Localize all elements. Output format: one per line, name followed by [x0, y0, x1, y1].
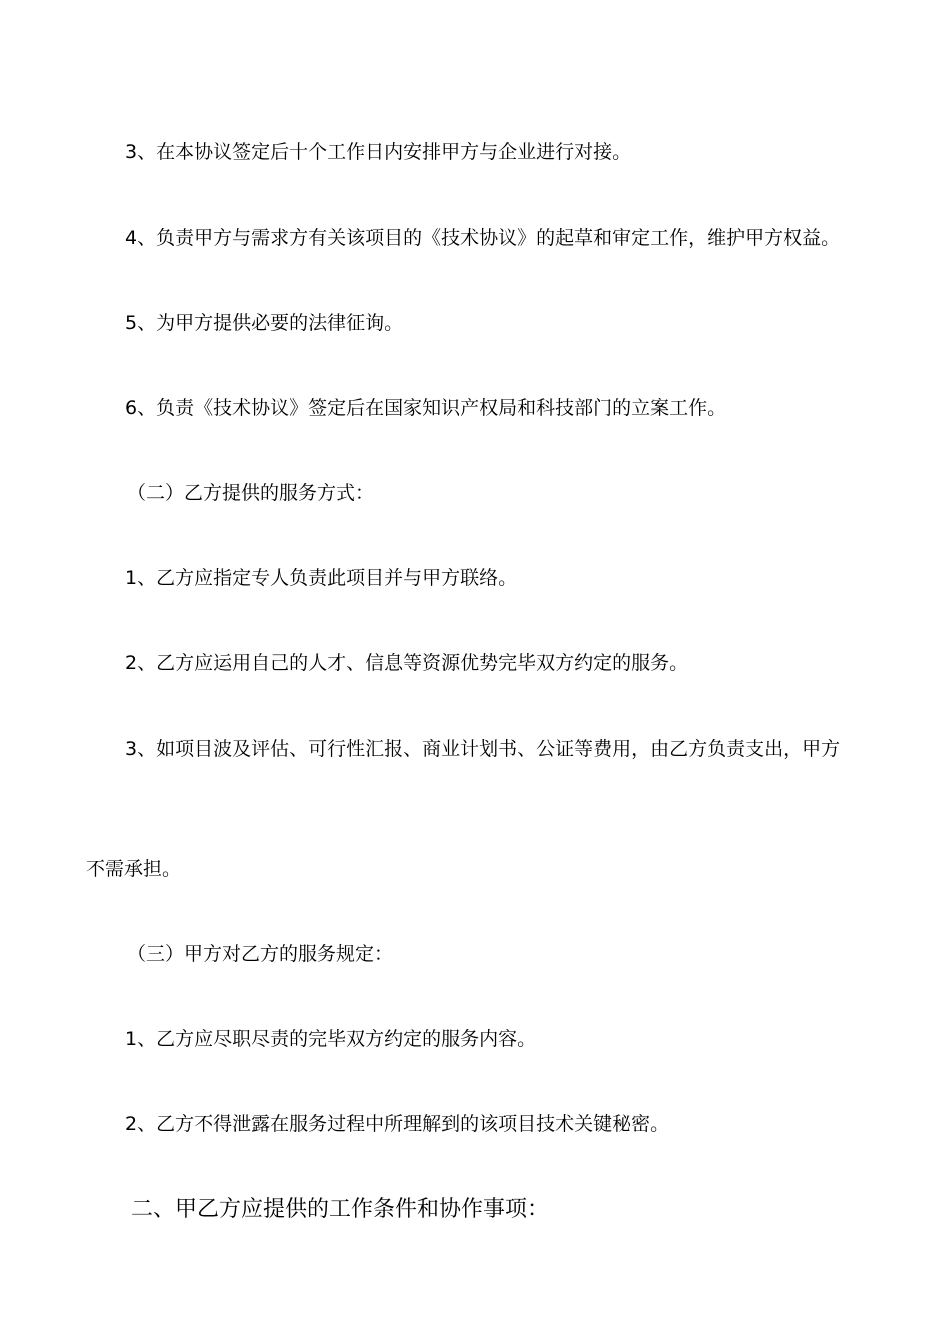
paragraph-item-2: 2、乙方应运用自己的人才、信息等资源优势完毕双方约定的服务。: [125, 652, 689, 674]
paragraph-item-4: 4、负责甲方与需求方有关该项目的《技术协议》的起草和审定工作，维护甲方权益。: [125, 227, 841, 249]
paragraph-item-1b: 1、乙方应尽职尽责的完毕双方约定的服务内容。: [125, 1028, 537, 1050]
paragraph-item-3b: 3、如项目波及评估、可行性汇报、商业计划书、公证等费用，由乙方负责支出，甲方: [125, 738, 841, 760]
paragraph-item-2b: 2、乙方不得泄露在服务过程中所理解到的该项目技术关键秘密。: [125, 1113, 670, 1135]
subsection-heading-3: （三）甲方对乙方的服务规定：: [127, 943, 394, 965]
paragraph-item-1: 1、乙方应指定专人负责此项目并与甲方联络。: [125, 567, 518, 589]
paragraph-continuation: 不需承担。: [86, 858, 182, 880]
paragraph-item-5: 5、为甲方提供必要的法律征询。: [125, 312, 404, 334]
section-heading: 二、甲乙方应提供的工作条件和协作事项：: [131, 1197, 550, 1222]
subsection-heading-2: （二）乙方提供的服务方式：: [127, 482, 375, 504]
paragraph-item-3: 3、在本协议签定后十个工作日内安排甲方与企业进行对接。: [125, 141, 632, 163]
paragraph-item-6: 6、负责《技术协议》签定后在国家知识产权局和科技部门的立案工作。: [125, 397, 727, 419]
